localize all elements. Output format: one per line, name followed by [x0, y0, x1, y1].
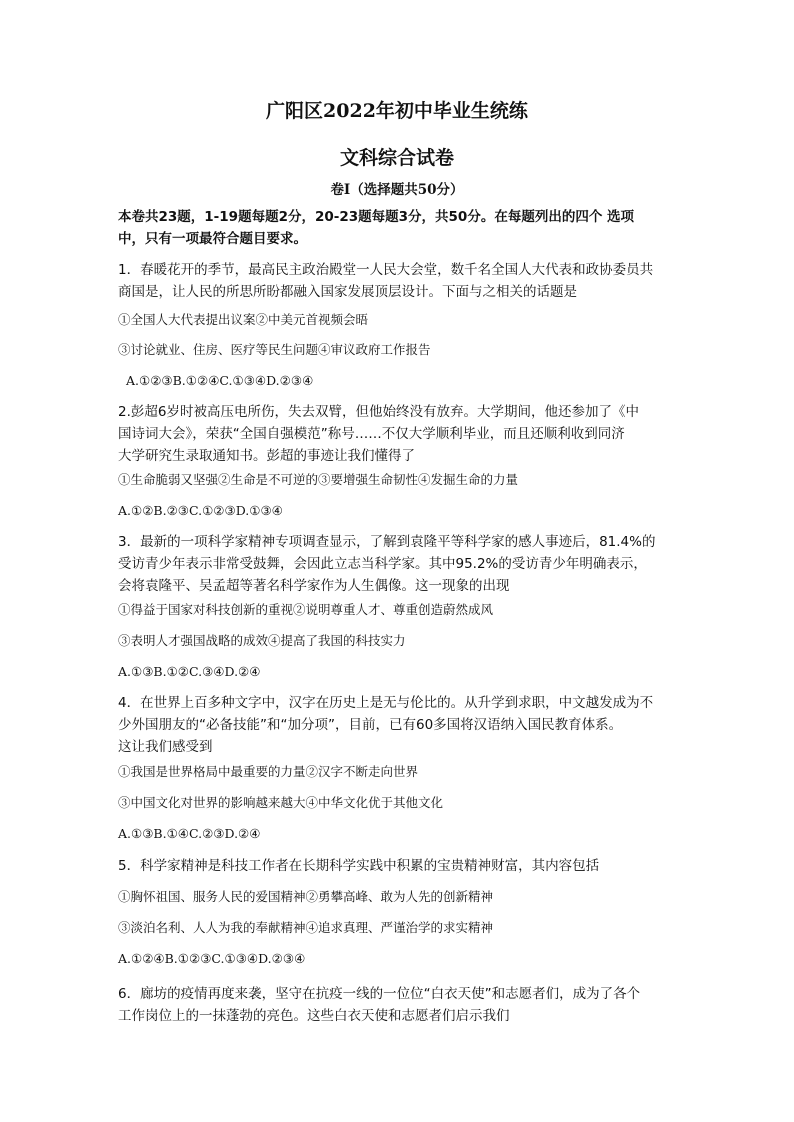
exam-subtitle: 文科综合试卷 — [339, 147, 454, 169]
question-6-stem — [118, 983, 678, 1027]
question-1-option: ①全国人大代表提出议案②中美元首视频会晤 — [118, 312, 369, 327]
question-3-stem — [118, 531, 678, 597]
question-3-answers: A.①③B.①②C.③④D.②④ — [118, 664, 261, 679]
question-4-answers: A.①③B.①④C.②③D.②④ — [118, 826, 261, 841]
instructions-line: 中，只有一项最符合题目要求。 — [118, 231, 307, 247]
question-4-stem — [118, 692, 678, 758]
question-3-option: ①得益于国家对科技创新的重视②说明尊重人才、尊重创造蔚然成风 — [118, 602, 494, 617]
stem-line: 2.彭超6岁时被高压电所伤，失去双臂，但他始终没有放弃。大学期间，他还参加了《中 — [118, 404, 639, 420]
stem-line: 1．春暖花开的季节，最高民主政治殿堂一人民大会堂，数千名全国人大代表和政协委员共 — [118, 262, 654, 278]
instructions-line: 本卷共23题，1-19题每题2分，20-23题每题3分，共50分。在每题列出的四个 选项 — [118, 209, 635, 225]
question-5-option: ③淡泊名利、人人为我的奉献精神④追求真理、严谨治学的求实精神 — [118, 920, 494, 935]
stem-line: 受访青少年表示非常受鼓舞，会因此立志当科学家。其中95.2%的受访青少年明确表示， — [118, 556, 647, 572]
stem-line: 4．在世界上百多种文字中，汉字在历史上是无与伦比的。从升学到求职，中文越发成为不 — [118, 695, 654, 711]
stem-line: 会将袁隆平、吴孟超等著名科学家作为人生偶像。这一现象的出现 — [118, 578, 510, 594]
stem-line: 工作岗位上的一抹蓬勃的亮色。这些白衣天使和志愿者们启示我们 — [118, 1008, 510, 1024]
stem-line: 6．廊坊的疫情再度来袭，坚守在抗疫一线的一位位“白衣天使”和志愿者们，成为了各个 — [118, 986, 641, 1002]
question-1-answers: A.①②③B.①②④C.①③④D.②③④ — [126, 373, 314, 388]
question-5-stem — [118, 855, 678, 877]
stem-line: 商国是，让人民的所思所盼都融入国家发展顶层设计。下面与之相关的话题是 — [118, 284, 577, 300]
stem-line: 3．最新的一项科学家精神专项调查显示，了解到袁隆平等科学家的感人事迹后，81.4%的 — [118, 534, 656, 550]
exam-title: 广阳区2022年初中毕业生统练 — [266, 100, 528, 122]
question-2-stem — [118, 401, 678, 467]
stem-line: 大学研究生录取通知书。彭超的事迹让我们懂得了 — [118, 448, 415, 464]
question-1-option: ③讨论就业、住房、医疗等民生问题④审议政府工作报告 — [118, 342, 431, 357]
stem-line: 国诗词大会》，荣获“全国自强模范”称号……不仅大学顺利毕业，而且还顺利收到同济 — [118, 426, 625, 442]
stem-line: 这让我们感受到 — [118, 739, 213, 755]
question-5-answers: A.①②④B.①②③C.①③④D.②③④ — [118, 951, 306, 966]
question-1-stem — [118, 259, 678, 303]
question-2-answers: A.①②B.②③C.①②③D.①③④ — [118, 503, 283, 518]
question-4-option: ①我国是世界格局中最重要的力量②汉字不断走向世界 — [118, 764, 419, 779]
question-4-option: ③中国文化对世界的影响越来越大④中华文化优于其他文化 — [118, 795, 444, 810]
question-3-option: ③表明人才强国战略的成效④提高了我国的科技实力 — [118, 633, 406, 648]
stem-line: 5．科学家精神是科技工作者在长期科学实践中积累的宝贵精神财富，其内容包括 — [118, 858, 600, 874]
stem-line: 少外国朋友的“必备技能”和“加分项”，目前，已有60多国将汉语纳入国民教育体系。 — [118, 717, 623, 733]
section-heading: 卷Ⅰ（选择题共50分） — [330, 182, 464, 198]
question-2-option: ①生命脆弱又坚强②生命是不可逆的③要增强生命韧性④发掘生命的力量 — [118, 472, 519, 487]
instructions — [118, 206, 678, 250]
question-5-option: ①胸怀祖国、服务人民的爱国精神②勇攀高峰、敢为人先的创新精神 — [118, 889, 494, 904]
